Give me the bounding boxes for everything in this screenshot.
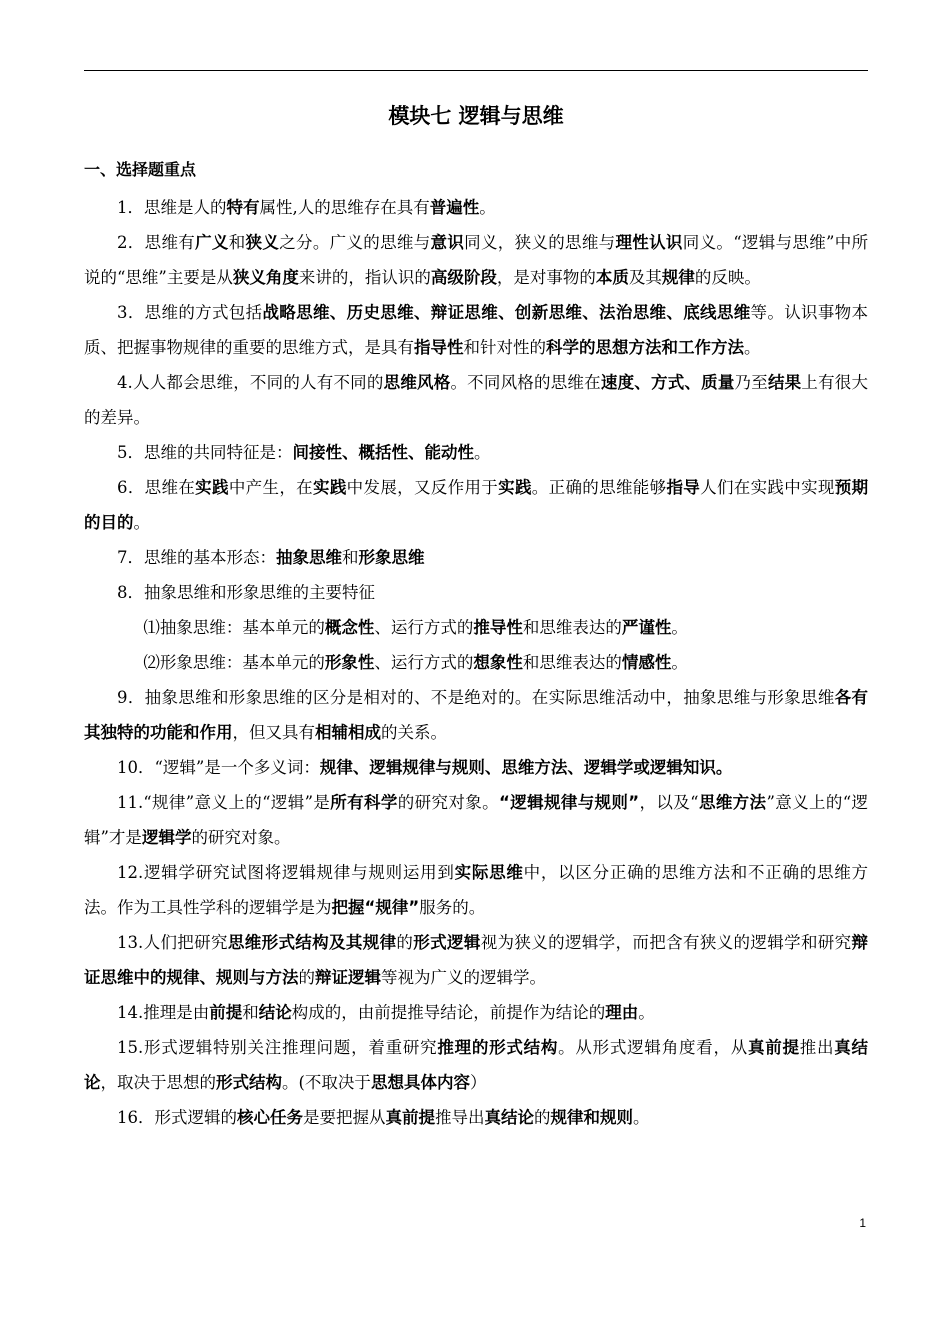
paragraph (84, 365, 868, 435)
content-body (84, 190, 868, 1135)
text-run: 。 (633, 1108, 650, 1127)
bold-term: 高级阶段 (430, 268, 497, 287)
text-run: 视为狭义的逻辑学，而把含有狭义的逻辑学和研究 (480, 933, 852, 952)
bold-term: 实践 (498, 478, 532, 497)
bold-term: 战略思维、历史思维、辩证思维、创新思维、法治思维、底线思维 (262, 303, 751, 322)
text-run: 中，以区分正确的思维方法和不正确的思维方法。作为工具性学科的逻辑学是为 (84, 863, 869, 917)
paragraph (84, 995, 868, 1030)
text-run: 来讲的，指认识的 (298, 268, 431, 287)
text-run: 。 (671, 653, 688, 672)
bold-term: 思维风格 (383, 373, 451, 392)
paragraph (84, 750, 868, 785)
text-run: 乃至 (734, 373, 768, 392)
bold-term: 理性认识 (615, 233, 683, 252)
paragraph (84, 855, 868, 925)
paragraph (84, 785, 868, 855)
bold-term: 预期的目的 (84, 478, 869, 532)
text-run: 同义，狭义的思维与 (464, 233, 616, 252)
paragraph (84, 435, 868, 470)
paragraph (84, 225, 868, 295)
bold-term: 思维方法 (698, 793, 767, 812)
paragraph (84, 470, 868, 540)
paragraph (84, 575, 868, 610)
bold-term: 广义 (195, 233, 229, 252)
bold-term: 核心任务 (237, 1108, 303, 1127)
bold-term: 思维形式结构及其规律 (227, 933, 397, 952)
text-run: ⑵形象思维：基本单元的 (143, 653, 325, 672)
paragraph (84, 190, 868, 225)
bold-term: 逻辑学 (141, 828, 192, 847)
bold-term: 把握“规律” (331, 898, 420, 917)
bold-term: 速度、方式、质量 (600, 373, 735, 392)
text-run: 。从形式逻辑角度看，从 (558, 1038, 748, 1057)
text-run: 2．思维有 (117, 233, 196, 252)
text-run: 构成的，由前提推导结论，前提作为结论的 (291, 1003, 606, 1022)
text-run: 中发展，又反作用于 (346, 478, 499, 497)
text-run: 6．思维在 (117, 478, 196, 497)
bold-term: 结论 (258, 1003, 292, 1022)
text-run: 4.人人都会思维，不同的人有不同的 (117, 373, 384, 392)
bold-term: 狭义 (245, 233, 280, 252)
text-run: ，但又具有 (232, 723, 315, 742)
text-run: 的关系。 (381, 723, 447, 742)
bold-term: 前提 (209, 1003, 243, 1022)
bold-term: 形式逻辑 (413, 933, 481, 952)
text-run: 。 (671, 618, 688, 637)
bold-term: “逻辑规律与规则” (499, 793, 640, 812)
text-run: 和思维表达的 (522, 618, 622, 637)
text-run: 及其 (628, 268, 662, 287)
bold-term: 抽象思维 (276, 548, 342, 567)
text-run: 和针对性的 (463, 338, 546, 357)
text-run: 人们在实践中实现 (700, 478, 835, 497)
paragraph (84, 610, 868, 645)
text-run: 的 (396, 933, 414, 952)
text-run: 15.形式逻辑特别关注推理问题，着重研究 (117, 1038, 438, 1057)
bold-term: 理由 (605, 1003, 639, 1022)
bold-term: 形象思维 (358, 548, 425, 567)
text-run: 。 (133, 513, 150, 532)
text-run: 的研究对象。 (397, 793, 499, 812)
header-rule (84, 70, 868, 71)
bold-term: 狭义角度 (232, 268, 299, 287)
bold-term: 意识 (430, 233, 465, 252)
paragraph (84, 540, 868, 575)
page-title: 模块七 逻辑与思维 (388, 104, 564, 128)
text-run: 中产生，在 (228, 478, 313, 497)
text-run: ） (469, 1073, 487, 1092)
text-run: 14.推理是由 (117, 1003, 210, 1022)
bold-term: 严谨性 (621, 618, 672, 637)
bold-term: 指导性 (414, 338, 464, 357)
bold-term: 规律、逻辑规律与规则、思维方法、逻辑学或逻辑知识。 (319, 758, 733, 777)
bold-term: 推导性 (473, 618, 523, 637)
text-run: 和 (342, 548, 359, 567)
text-run: 服务的。 (419, 898, 486, 917)
text-run: 、运行方式的 (374, 618, 474, 637)
section-heading: 一、选择题重点 (84, 160, 197, 179)
text-run: 同义。“逻辑与思维”中所说的“思维”主要是从 (84, 233, 869, 287)
bold-term: 思想具体内容 (370, 1073, 470, 1092)
text-run: 属性,人的思维存在具有 (259, 198, 430, 217)
bold-term: 实践 (312, 478, 347, 497)
bold-term: 普遍性 (429, 198, 480, 217)
text-run: 上有很大的差异。 (84, 373, 869, 427)
bold-term: 结果 (767, 373, 802, 392)
bold-term: 形象性 (324, 653, 375, 672)
paragraph (84, 645, 868, 680)
bold-term: 实践 (195, 478, 229, 497)
bold-term: 真前提 (747, 1038, 800, 1057)
text-run: 和 (242, 1003, 259, 1022)
text-run: 16．形式逻辑的 (117, 1108, 237, 1127)
text-run: 10．“逻辑”是一个多义词： (117, 758, 320, 777)
bold-term: 规律和规则 (550, 1108, 633, 1127)
text-run: 。正确的思维能够 (531, 478, 667, 497)
bold-term: 各有其独特的功能和作用 (84, 688, 869, 742)
bold-term: 真前提 (385, 1108, 435, 1127)
text-run: 和 (228, 233, 246, 252)
text-run: 。(不取决于 (282, 1073, 371, 1092)
text-run: ⑴抽象思维：基本单元的 (143, 618, 325, 637)
text-run: 推出 (799, 1038, 835, 1057)
text-run: 的 (534, 1108, 551, 1127)
text-run: 9．抽象思维和形象思维的区分是相对的、不是绝对的。在实际思维活动中，抽象思维与形象思维 (117, 688, 835, 707)
text-run: 推导出 (435, 1108, 485, 1127)
text-run: 5．思维的共同特征是： (117, 443, 293, 462)
text-run: 。 (638, 1003, 655, 1022)
bold-term: 实际思维 (454, 863, 524, 882)
bold-term: 相辅相成 (315, 723, 381, 742)
paragraph (84, 295, 868, 365)
text-run: 之分。广义的思维与 (279, 233, 431, 252)
text-run: 等。认识事物本质、把握事物规律的重要的思维方式，是具有 (84, 303, 869, 357)
bold-term: 形式结构 (216, 1073, 282, 1092)
bold-term: 科学的思想方法和工作方法 (546, 338, 744, 357)
bold-term: 推理的形式结构 (437, 1038, 559, 1057)
paragraph (84, 925, 868, 995)
bold-term: 间接性、概括性、能动性 (292, 443, 474, 462)
text-run: 11.“规律”意义上的“逻辑”是 (117, 793, 331, 812)
text-run: 1．思维是人的 (117, 198, 227, 217)
bold-term: 真结论 (484, 1108, 534, 1127)
text-run: 。 (474, 443, 491, 462)
text-run: 8．抽象思维和形象思维的主要特征 (117, 583, 375, 602)
text-run: 和思维表达的 (522, 653, 622, 672)
bold-term: 情感性 (621, 653, 672, 672)
bold-term: 想象性 (473, 653, 523, 672)
paragraph (84, 680, 868, 750)
text-run: 、运行方式的 (374, 653, 474, 672)
text-run: 7．思维的基本形态： (117, 548, 276, 567)
bold-term: 特有 (226, 198, 260, 217)
bold-term: 概念性 (324, 618, 375, 637)
paragraph (84, 1030, 868, 1100)
bold-term: 辩证思维中的规律、规则与方法 (84, 933, 869, 987)
text-run: 的研究对象。 (191, 828, 291, 847)
paragraph (84, 1100, 868, 1135)
bold-term: 指导 (666, 478, 701, 497)
page-number: 1 (859, 1216, 866, 1230)
text-run: 的 (298, 968, 315, 987)
text-run: ，取决于思想的 (100, 1073, 216, 1092)
bold-term: 辩证逻辑 (315, 968, 381, 987)
text-run: 是要把握从 (303, 1108, 386, 1127)
bold-term: 规律 (661, 268, 695, 287)
text-run: ，以及“ (639, 793, 699, 812)
text-run: 。 (479, 198, 496, 217)
text-run: 13.人们把研究 (117, 933, 228, 952)
text-run: 12.逻辑学研究试图将逻辑规律与规则运用到 (117, 863, 455, 882)
bold-term: 本质 (595, 268, 629, 287)
text-run: 3．思维的方式包括 (117, 303, 263, 322)
text-run: 。 (744, 338, 761, 357)
text-run: ”意义上的“逻辑”才是 (84, 793, 869, 847)
bold-term: 真结论 (84, 1038, 869, 1092)
text-run: 的反映。 (694, 268, 761, 287)
text-run: 。不同风格的思维在 (450, 373, 601, 392)
text-run: 等视为广义的逻辑学。 (381, 968, 546, 987)
bold-term: 所有科学 (330, 793, 398, 812)
text-run: ，是对事物的 (496, 268, 596, 287)
